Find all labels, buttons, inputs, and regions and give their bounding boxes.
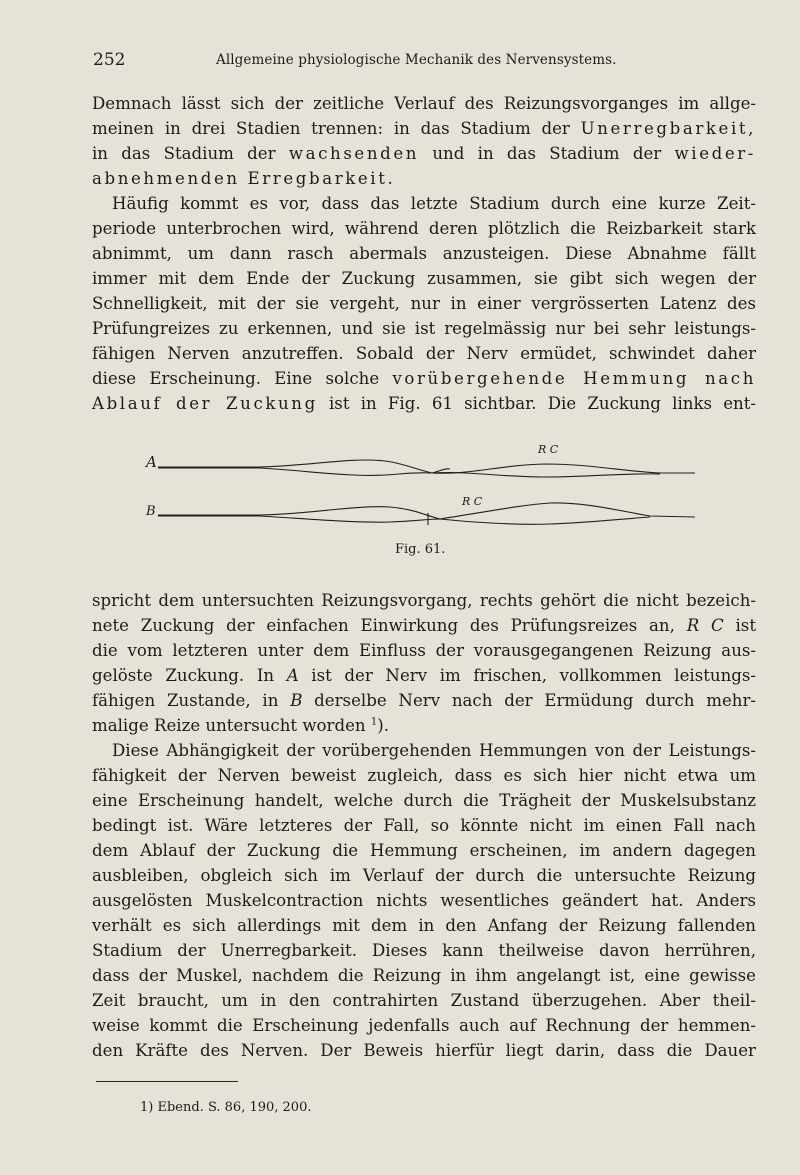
text-line: malige Reize untersucht worden $^1$). bbox=[92, 716, 389, 735]
text-line: diese Erscheinung. Eine solche vorübergehende Hemmung nach bbox=[92, 369, 756, 388]
running-title: Allgemeine physiologische Mechanik des Nervensystems. bbox=[216, 52, 617, 68]
text-line: fähigen Zustande, in B derselbe Nerv nach der Ermüdung durch mehr- bbox=[92, 691, 756, 710]
body-text-top bbox=[92, 91, 756, 416]
text-line: periode unterbrochen wird, während deren plötzlich die Reizbarkeit stark bbox=[92, 219, 756, 238]
text-line: Stadium der Unerregbarkeit. Dieses kann theilweise davon herrühren, bbox=[92, 941, 756, 960]
trace-label-a: A bbox=[146, 453, 157, 471]
text-line: eine Erscheinung handelt, welche durch die Trägheit der Muskelsubstanz bbox=[92, 791, 756, 810]
text-line: abnehmenden Erregbarkeit. bbox=[92, 169, 396, 188]
text-line: nete Zuckung der einfachen Einwirkung des Prüfungsreizes an, R C ist bbox=[92, 616, 756, 635]
spaced-term: Ablauf der Zuckung bbox=[92, 394, 318, 413]
text-line: Ablauf der Zuckung ist in Fig. 61 sichtbar. Die Zuckung links ent- bbox=[92, 394, 757, 413]
text-line: den Kräfte des Nerven. Der Beweis hierfür liegt darin, dass die Dauer bbox=[92, 1041, 756, 1060]
text-line: weise kommt die Erscheinung jedenfalls auch auf Rechnung der hemmen- bbox=[92, 1016, 756, 1035]
text-line: ausbleiben, obgleich sich im Verlauf der durch die untersuchte Reizung bbox=[92, 866, 756, 885]
trace-label-rc-top: R C bbox=[538, 443, 559, 456]
trace-label-b: B bbox=[146, 504, 156, 519]
text-line: immer mit dem Ende der Zuckung zusammen, sie gibt sich wegen der bbox=[92, 269, 756, 288]
text-line: fähigen Nerven anzutreffen. Sobald der Nerv ermüdet, schwindet daher bbox=[92, 344, 756, 363]
text-line: meinen in drei Stadien trennen: in das Stadium der Unerregbarkeit, bbox=[92, 119, 756, 138]
text-line: die vom letzteren unter dem Einfluss der vorausgegangenen Reizung aus- bbox=[92, 641, 756, 660]
spaced-term: wieder- bbox=[674, 144, 757, 163]
footnote-ref: 1 bbox=[370, 716, 378, 728]
footnote-divider bbox=[96, 1081, 238, 1082]
text-line: Zeit braucht, um in den contrahirten Zustand überzugehen. Aber theil- bbox=[92, 991, 756, 1010]
text-line: abnimmt, um dann rasch abermals anzusteigen. Diese Abnahme fällt bbox=[92, 244, 756, 263]
text-line: in das Stadium der wachsenden und in das Stadium der wieder- bbox=[92, 144, 757, 163]
text-line: gelöste Zuckung. In A ist der Nerv im frischen, vollkommen leistungs- bbox=[92, 666, 757, 685]
text-line: Häufig kommt es vor, dass das letzte Stadium durch eine kurze Zeit- bbox=[112, 194, 756, 213]
text-line: spricht dem untersuchten Reizungsvorgang, rechts gehört die nicht bezeich- bbox=[92, 591, 756, 610]
page-number: 252 bbox=[93, 50, 126, 70]
body-text-bottom bbox=[92, 588, 756, 1063]
figure-caption: Fig. 61. bbox=[395, 542, 446, 557]
text-line: Schnelligkeit, mit der sie vergeht, nur in einer vergrösserten Latenz des bbox=[92, 294, 756, 313]
text-line: fähigkeit der Nerven beweist zugleich, dass es sich hier nicht etwa um bbox=[92, 766, 756, 785]
spaced-term: Unerregbarkeit, bbox=[580, 119, 756, 138]
figure-61-tracing bbox=[140, 433, 700, 533]
text-line: Demnach lässt sich der zeitliche Verlauf des Reizungsvorganges im allge- bbox=[92, 94, 756, 113]
text-line: bedingt ist. Wäre letzteres der Fall, so könnte nicht im einen Fall nach bbox=[92, 816, 756, 835]
text-line: dass der Muskel, nachdem die Reizung in ihm angelangt ist, eine gewisse bbox=[92, 966, 756, 985]
spaced-term: wachsenden bbox=[288, 144, 420, 163]
spaced-term: vorübergehende Hemmung nach bbox=[392, 369, 756, 388]
text-line: Prüfungreizes zu erkennen, und sie ist regelmässig nur bei sehr leistungs- bbox=[92, 319, 756, 338]
text-line: Diese Abhängigkeit der vorübergehenden Hemmungen von der Leistungs- bbox=[112, 741, 756, 760]
text-line: ausgelösten Muskelcontraction nichts wesentliches geändert hat. Anders bbox=[92, 891, 756, 910]
trace-label-rc-bottom: R C bbox=[462, 495, 483, 508]
footnote: 1) Ebend. S. 86, 190, 200. bbox=[140, 1100, 312, 1115]
text-line: verhält es sich allerdings mit dem in den Anfang der Reizung fallenden bbox=[92, 916, 756, 935]
text-line: dem Ablauf der Zuckung die Hemmung erscheinen, im andern dagegen bbox=[92, 841, 756, 860]
